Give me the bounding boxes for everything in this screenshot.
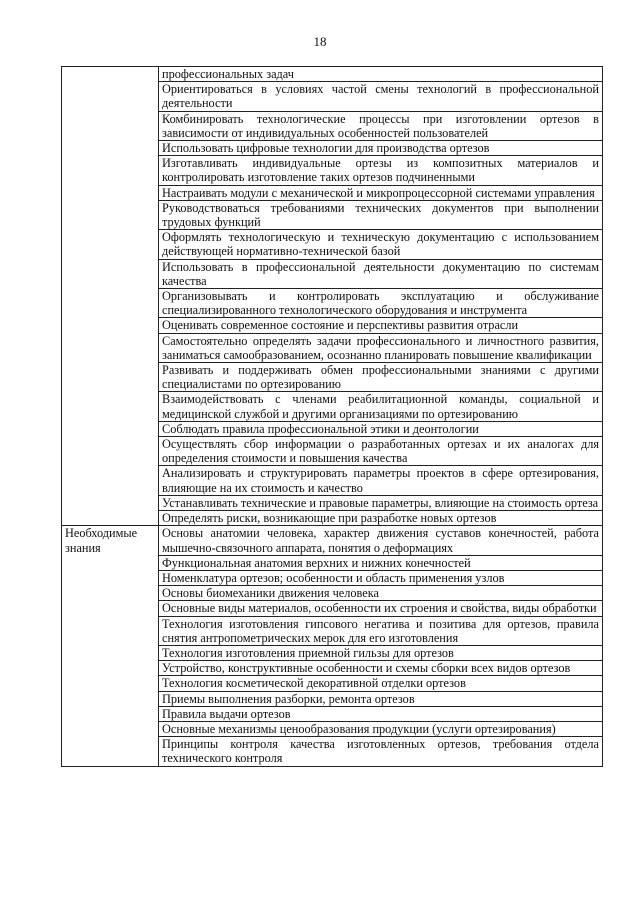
requirement-item: Устанавливать технические и правовые параметры, влияющие на стоимость ортеза xyxy=(159,495,603,510)
requirement-item: Технология изготовления гипсового негатива и позитива для ортезов, правила снятия антропометрических мерок для его изготовления xyxy=(159,616,603,645)
requirement-item: Организовывать и контролировать эксплуатацию и обслуживание специализированного технологического оборудования и инструмента xyxy=(159,289,603,318)
requirement-item: Использовать цифровые технологии для производства ортезов xyxy=(159,141,603,156)
requirement-item: Развивать и поддерживать обмен профессиональными знаниями с другими специалистами по ортезированию xyxy=(159,363,603,392)
requirement-item: Соблюдать правила профессиональной этики и деонтологии xyxy=(159,421,603,436)
table-row xyxy=(62,526,603,555)
requirement-item: Функциональная анатомия верхних и нижних конечностей xyxy=(159,555,603,570)
requirement-item: Основные механизмы ценообразования продукции (услуги ортезирования) xyxy=(159,721,603,736)
section-label xyxy=(62,67,159,526)
requirement-item: Оформлять технологическую и техническую документацию с использованием действующей нормативно-технической базой xyxy=(159,230,603,259)
requirement-item: Осуществлять сбор информации о разработанных ортезах и их аналогах для определения стоимости и повышения качества xyxy=(159,437,603,466)
requirement-item: Приемы выполнения разборки, ремонта ортезов xyxy=(159,691,603,706)
requirements-table xyxy=(61,66,603,767)
requirement-item: Технология косметической декоративной отделки ортезов xyxy=(159,676,603,691)
requirement-item: Комбинировать технологические процессы при изготовлении ортезов в зависимости от индивидуальных особенностей пользователей xyxy=(159,111,603,140)
requirement-item: Принципы контроля качества изготовленных ортезов, требования отдела технического контроля xyxy=(159,737,603,766)
requirement-item: Номенклатура ортезов; особенности и область применения узлов xyxy=(159,570,603,585)
requirement-item: Взаимодействовать с членами реабилитационной команды, социальной и медицинской службой и другими организациями по ортезированию xyxy=(159,392,603,421)
requirement-item: Основные виды материалов, особенности их строения и свойства, виды обработки xyxy=(159,601,603,616)
requirement-item: Технология изготовления приемной гильзы для ортезов xyxy=(159,645,603,660)
requirement-item: Оценивать современное состояние и перспективы развития отрасли xyxy=(159,318,603,333)
requirement-item: Устройство, конструктивные особенности и схемы сборки всех видов ортезов xyxy=(159,661,603,676)
requirement-item: Самостоятельно определять задачи профессионального и личностного развития, заниматься самообразованием, осознанно планировать повышение квалификации xyxy=(159,333,603,362)
requirement-item: Руководствоваться требованиями технических документов при выполнении трудовых функций xyxy=(159,200,603,229)
requirements-table-body xyxy=(62,67,603,767)
requirement-item: Настраивать модули с механической и микропроцессорной системами управления xyxy=(159,185,603,200)
requirement-item: профессиональных задач xyxy=(159,67,603,82)
requirement-item: Основы биомеханики движения человека xyxy=(159,586,603,601)
requirement-item: Ориентироваться в условиях частой смены технологий в профессиональной деятельности xyxy=(159,82,603,111)
requirement-item: Анализировать и структурировать параметры проектов в сфере ортезирования, влияющие на их стоимость и качество xyxy=(159,466,603,495)
section-label: Необходимые знания xyxy=(62,526,159,766)
requirement-item: Использовать в профессиональной деятельности документацию по системам качества xyxy=(159,259,603,288)
requirement-item: Изготавливать индивидуальные ортезы из композитных материалов и контролировать изготовление таких ортезов подчиненными xyxy=(159,156,603,185)
table-row xyxy=(62,67,603,82)
requirement-item: Правила выдачи ортезов xyxy=(159,706,603,721)
requirement-item: Определять риски, возникающие при разработке новых ортезов xyxy=(159,511,603,526)
page-number: 18 xyxy=(313,34,327,49)
requirement-item: Основы анатомии человека, характер движения суставов конечностей, работа мышечно-связочного аппарата, понятия о деформациях xyxy=(159,526,603,555)
